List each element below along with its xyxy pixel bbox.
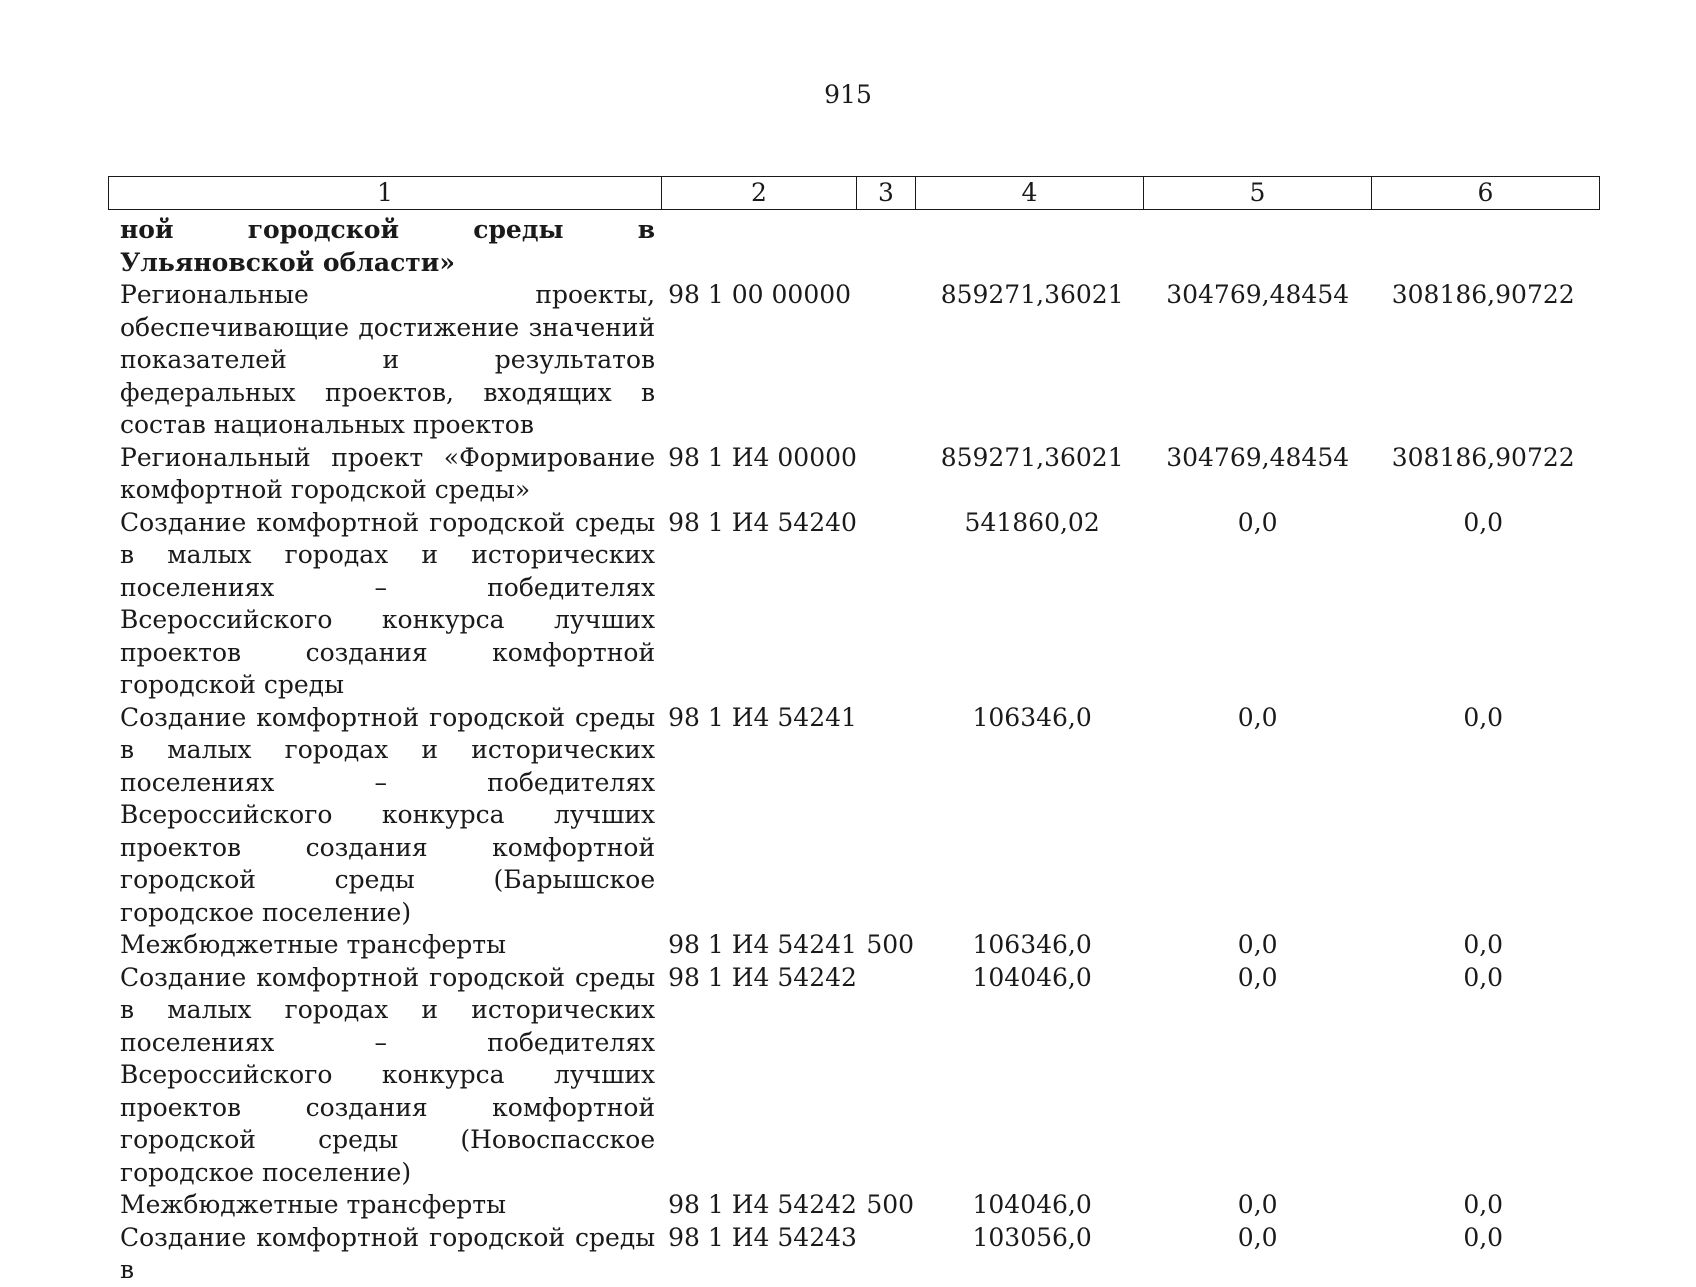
row-value-col4: 541860,02 [964, 507, 1100, 537]
page-number: 915 [824, 80, 872, 109]
table-row [108, 962, 1596, 1190]
row-value-col6: 0,0 [1463, 962, 1504, 992]
column-number-6: 6 [1372, 177, 1600, 210]
row-value-col6: 0,0 [1463, 702, 1504, 732]
row-value-col5: 0,0 [1237, 962, 1278, 992]
row-value-col4: 106346,0 [972, 702, 1092, 732]
column-number-5: 5 [1144, 177, 1372, 210]
row-value-col4: 859271,36021 [940, 280, 1124, 309]
row-code: 98 1 И4 54241 [668, 702, 857, 732]
row-expense-kind: 500 [866, 930, 915, 959]
table-row [108, 1222, 1596, 1287]
row-value-col5: 0,0 [1237, 507, 1278, 537]
row-name: Создание комфортной городской среды в [120, 1222, 656, 1284]
row-value-col4: 106346,0 [972, 930, 1092, 959]
row-name: Создание комфортной городской среды в малых городах и исторических поселениях – победителях Всероссийского конкурса лучших проектов создания комфортной городской среды [120, 507, 656, 699]
row-value-col6: 308186,90722 [1391, 442, 1575, 472]
table-row [108, 702, 1596, 930]
row-value-col6: 0,0 [1463, 1190, 1504, 1219]
row-code: 98 1 00 00000 [668, 280, 852, 309]
table-row [108, 507, 1596, 702]
column-number-2: 2 [662, 177, 857, 210]
row-value-col5: 304769,48454 [1166, 442, 1350, 472]
row-value-col5: 0,0 [1237, 1190, 1278, 1219]
row-value-col5: 0,0 [1237, 1222, 1278, 1252]
row-expense-kind: 500 [866, 1190, 915, 1219]
row-name: ной городской среды в Ульяновской области» [120, 215, 656, 277]
row-name: Межбюджетные трансферты [120, 930, 507, 959]
column-number-1: 1 [109, 177, 662, 210]
row-value-col5: 0,0 [1237, 930, 1278, 959]
budget-table-body [108, 214, 1596, 1287]
row-value-col5: 304769,48454 [1166, 280, 1350, 309]
row-value-col6: 0,0 [1463, 930, 1504, 959]
row-value-col4: 104046,0 [972, 1190, 1092, 1219]
table-row [108, 279, 1596, 442]
row-name: Региональные проекты, обеспечивающие достижение значений показателей и результатов федеральных проектов, входящих в состав национальных проектов [120, 280, 656, 439]
table-row [108, 442, 1596, 507]
column-number-4: 4 [916, 177, 1144, 210]
row-code: 98 1 И4 54242 [668, 962, 857, 992]
row-name: Межбюджетные трансферты [120, 1190, 507, 1219]
table-row [108, 214, 1596, 279]
row-code: 98 1 И4 54241 [668, 930, 857, 959]
row-value-col6: 308186,90722 [1391, 280, 1575, 309]
column-number-3: 3 [857, 177, 916, 210]
row-code: 98 1 И4 00000 [668, 442, 857, 472]
row-value-col6: 0,0 [1463, 1222, 1504, 1252]
row-value-col6: 0,0 [1463, 507, 1504, 537]
row-value-col4: 103056,0 [972, 1222, 1092, 1252]
row-value-col4: 859271,36021 [940, 442, 1124, 472]
row-value-col4: 104046,0 [972, 962, 1092, 992]
table-row [108, 929, 1596, 962]
row-name: Региональный проект «Формирование комфортной городской среды» [120, 442, 656, 504]
column-number-header [108, 176, 1600, 210]
header-row [109, 177, 1600, 210]
table-row [108, 1189, 1596, 1222]
row-code: 98 1 И4 54240 [668, 507, 857, 537]
row-code: 98 1 И4 54243 [668, 1222, 857, 1252]
row-name: Создание комфортной городской среды в малых городах и исторических поселениях – победителях Всероссийского конкурса лучших проектов создания комфортной городской среды (Барышское городское поселение) [120, 702, 656, 927]
row-value-col5: 0,0 [1237, 702, 1278, 732]
row-name: Создание комфортной городской среды в малых городах и исторических поселениях – победителях Всероссийского конкурса лучших проектов создания комфортной городской среды (Новоспасское городское поселение) [120, 962, 656, 1187]
row-code: 98 1 И4 54242 [668, 1190, 857, 1219]
